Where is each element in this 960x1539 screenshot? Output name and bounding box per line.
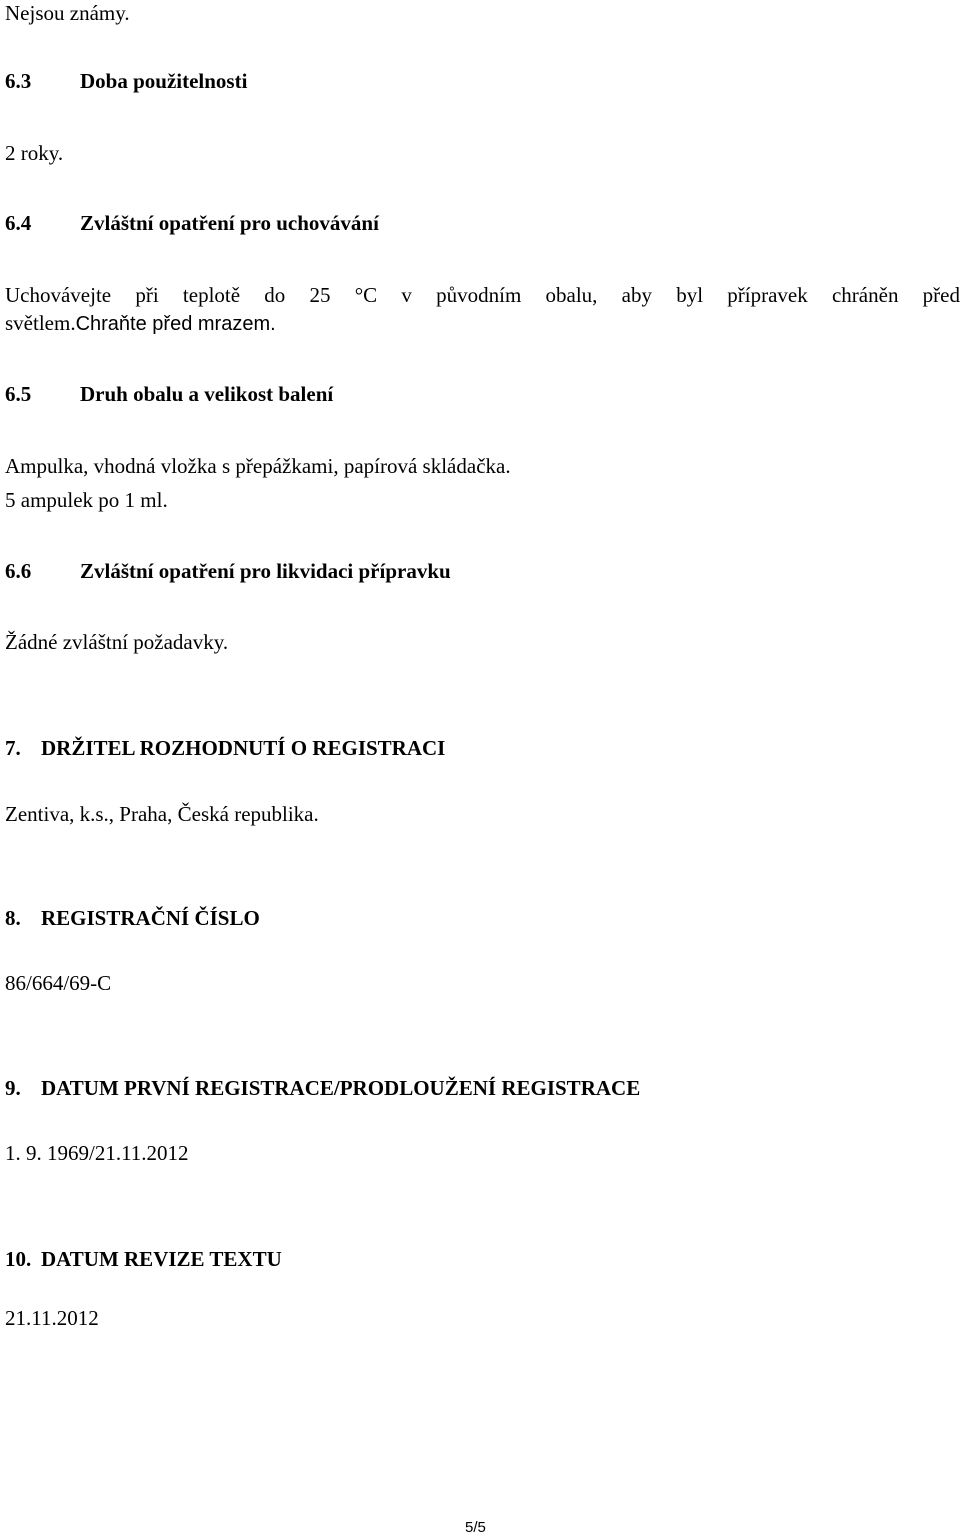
- section-6-4-body-line2: světlem.Chraňte před mrazem.: [5, 311, 276, 335]
- intro-text: Nejsou známy.: [5, 1, 130, 25]
- section-title: REGISTRAČNÍ ČÍSLO: [41, 906, 260, 930]
- section-7-heading: [5, 735, 445, 761]
- section-number: 6.3: [5, 69, 32, 93]
- section-6-3-heading: [5, 68, 247, 94]
- section-8-body: 86/664/69-C: [5, 971, 112, 995]
- section-6-5-body-line1: Ampulka, vhodná vložka s přepážkami, papírová skládačka.: [5, 454, 511, 478]
- section-6-6-body: Žádné zvláštní požadavky.: [5, 630, 229, 654]
- section-title: Doba použitelnosti: [80, 69, 248, 93]
- section-6-4-heading: [5, 210, 379, 236]
- section-10-body: 21.11.2012: [5, 1306, 99, 1330]
- section-title: Druh obalu a velikost balení: [80, 382, 334, 406]
- section-number: 6.5: [5, 382, 32, 406]
- section-10-heading: [5, 1246, 282, 1272]
- section-title: Zvláštní opatření pro likvidaci přípravku: [80, 559, 451, 583]
- section-6-3-body: 2 roky.: [5, 141, 64, 165]
- page-number: 5/5: [465, 1519, 486, 1536]
- section-6-4-body-line1: Uchovávejte při teplotě do 25 °C v původním obalu, aby byl přípravek chráněn před: [5, 283, 960, 307]
- section-title: DATUM PRVNÍ REGISTRACE/PRODLOUŽENÍ REGISTRACE: [41, 1076, 641, 1100]
- section-8-heading: [5, 905, 260, 931]
- section-number: 7.: [5, 736, 21, 760]
- section-6-6-heading: [5, 558, 451, 584]
- section-number: 9.: [5, 1076, 21, 1100]
- section-title: DRŽITEL ROZHODNUTÍ O REGISTRACI: [41, 736, 446, 760]
- section-number: 6.4: [5, 211, 32, 235]
- section-7-body: Zentiva, k.s., Praha, Česká republika.: [5, 802, 319, 826]
- section-number: 10.: [5, 1247, 32, 1271]
- section-6-5-heading: [5, 381, 333, 407]
- section-6-5-body-line2: 5 ampulek po 1 ml.: [5, 488, 168, 512]
- section-9-heading: [5, 1075, 640, 1101]
- section-title: Zvláštní opatření pro uchovávání: [80, 211, 379, 235]
- section-title: DATUM REVIZE TEXTU: [41, 1247, 282, 1271]
- section-number: 6.6: [5, 559, 32, 583]
- section-number: 8.: [5, 906, 21, 930]
- section-9-body: 1. 9. 1969/21.11.2012: [5, 1141, 189, 1165]
